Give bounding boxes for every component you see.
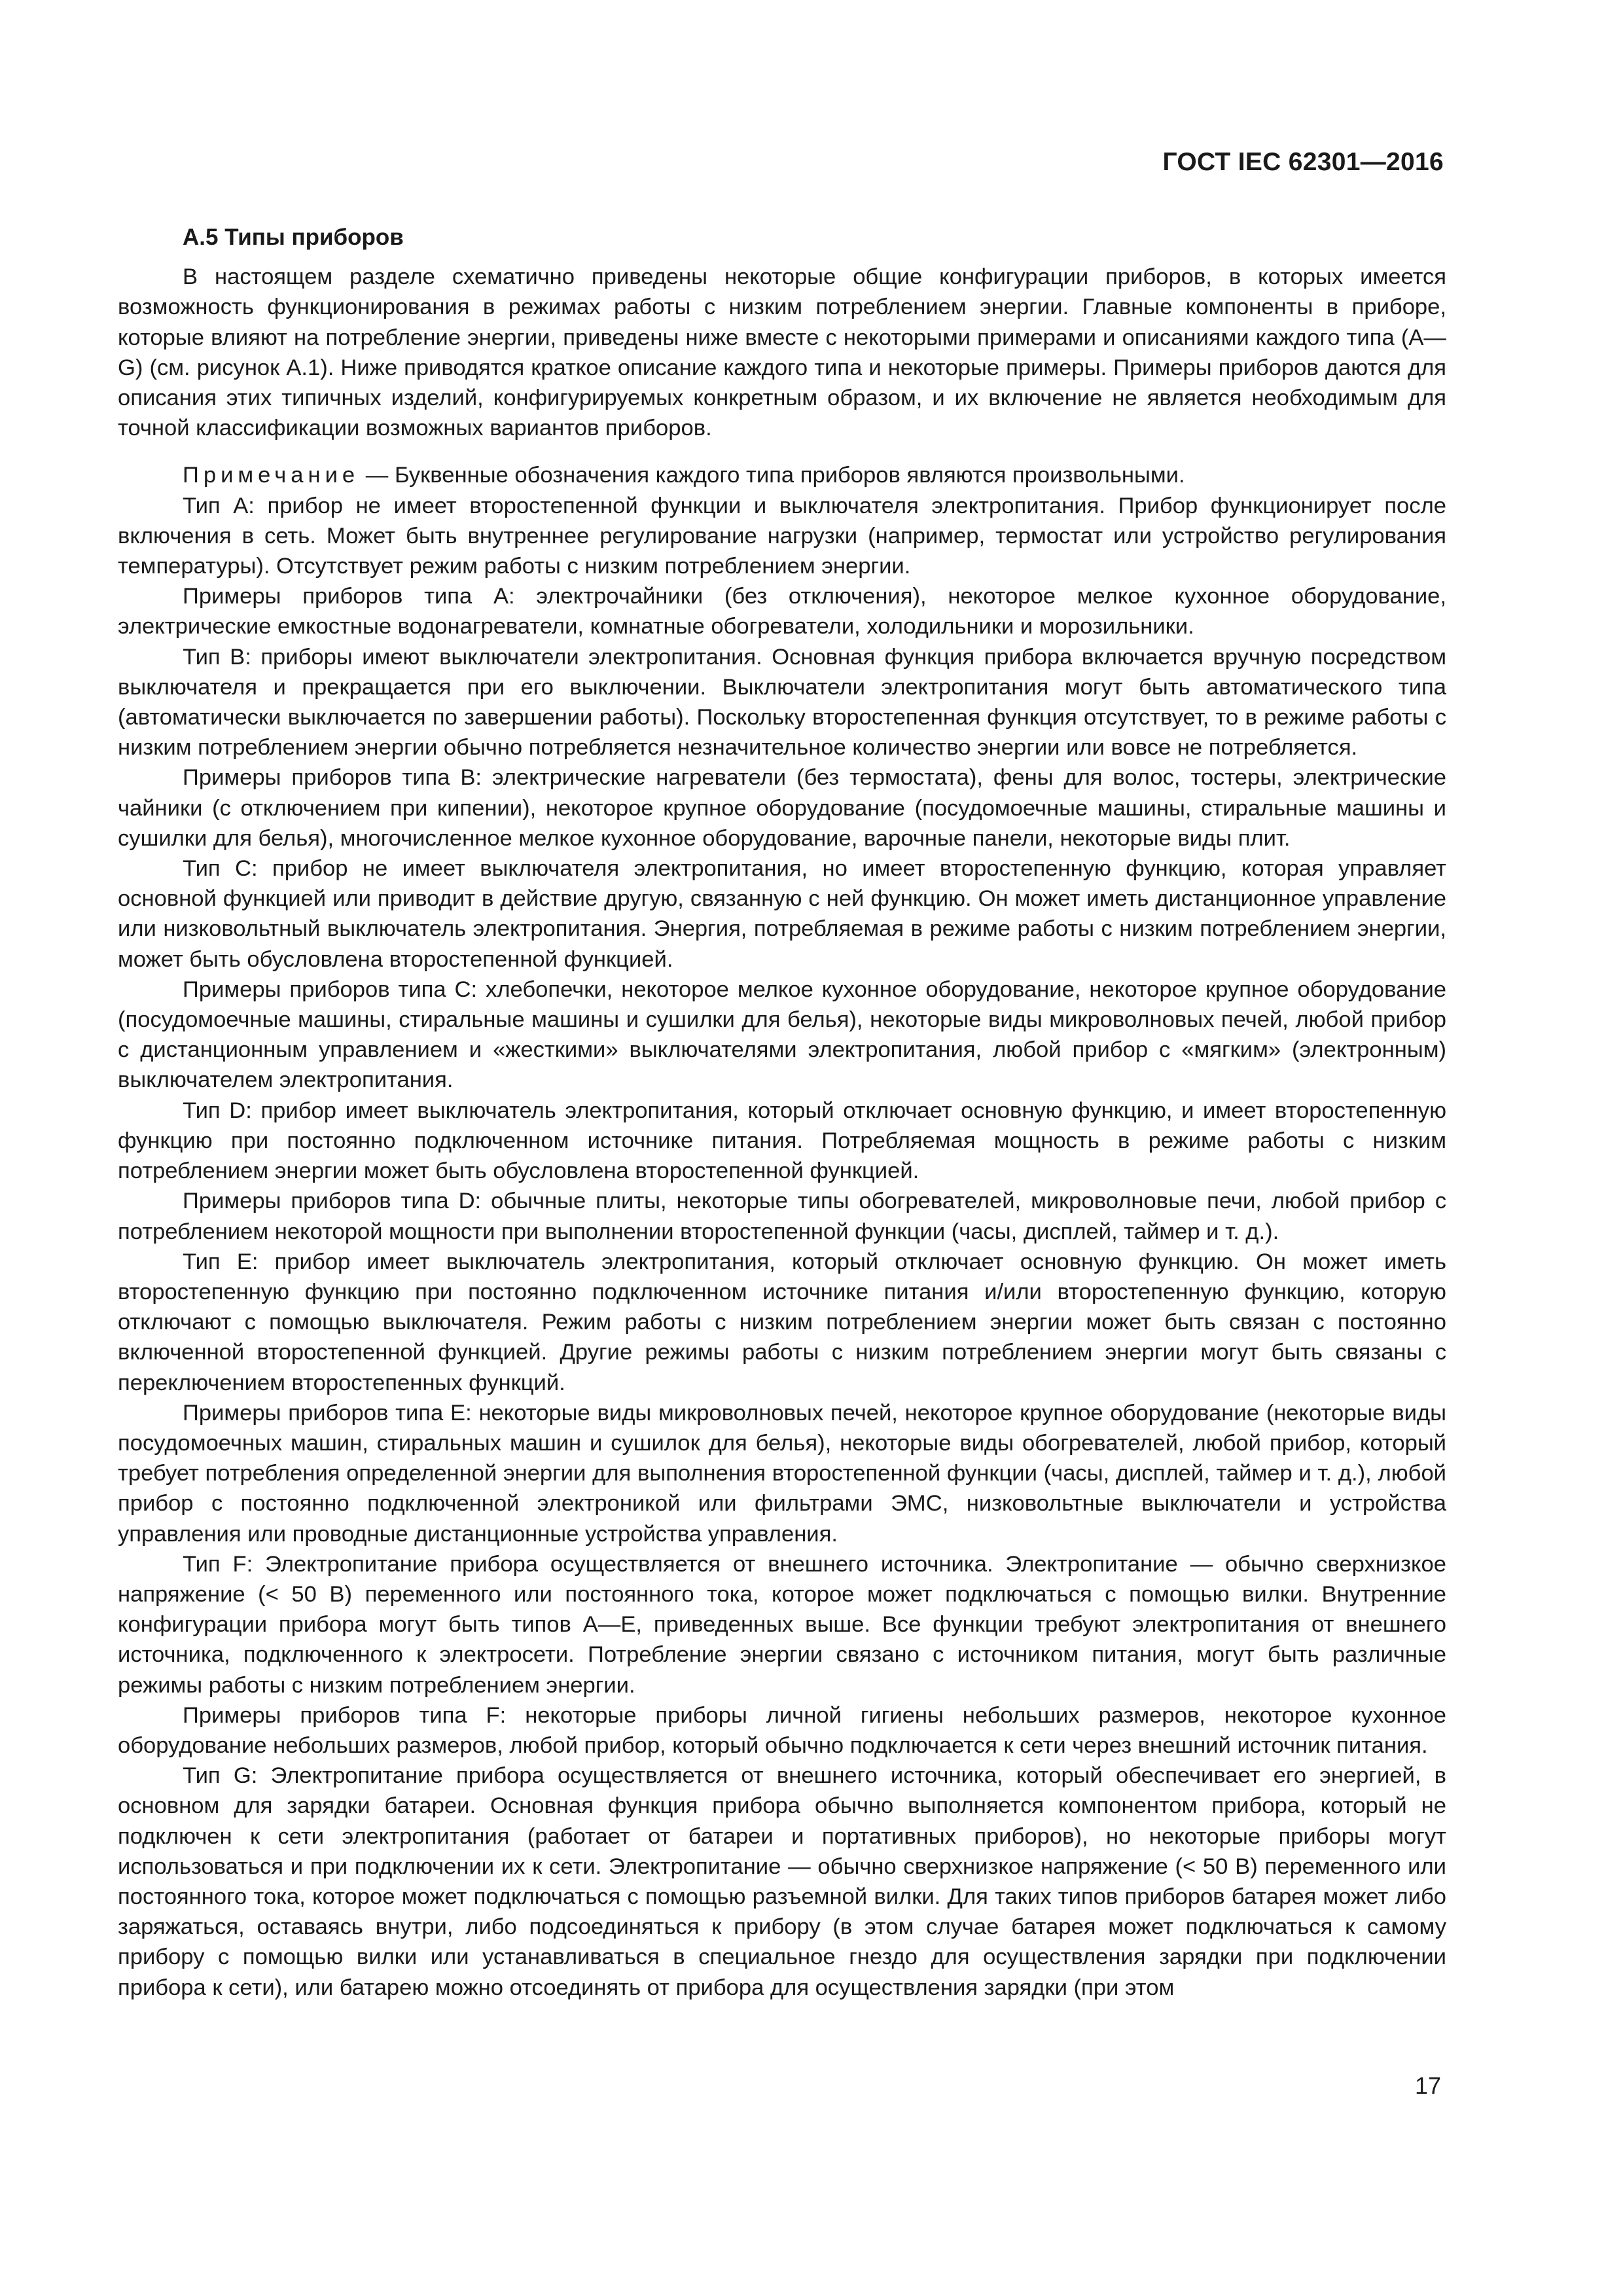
note-text: — Буквенные обозначения каждого типа приборов являются произвольными.	[359, 463, 1185, 488]
paragraph-type-g: Тип G: Электропитание прибора осуществляется от внешнего источника, который обеспечивает его энергией, в основном для зарядки батареи. Основная функция прибора обычно выполняется компонентом прибора, который не подключен к сети электропитания (работает от батареи и портативных приборов), но некоторые приборы могут использоваться и при подключении их к сети. Электропитание — обычно сверхнизкое напряжение (< 50 В) переменного или постоянного тока, которое может подключаться с помощью разъемной вилки. Для таких типов приборов батарея может либо заряжаться, оставаясь внутри, либо подсоединяться к прибору (в этом случае батарея может подключаться к самому прибору с помощью вилки или устанавливаться в специальное гнездо для осуществления зарядки при подключении прибора к сети), или батарею можно отсоединять от прибора для осуществления зарядки (при этом	[118, 1763, 1446, 2000]
standard-header: ГОСТ IEC 62301—2016	[1162, 148, 1444, 176]
paragraph-type-d: Тип D: прибор имеет выключатель электропитания, который отключает основную функцию, и имеет второстепенную функцию при постоянно подключенном источнике питания. Потребляемая мощность в режиме работы с низким потреблением энергии может быть обусловлена второстепенной функцией.	[118, 1098, 1446, 1184]
paragraph-type-c: Тип С: прибор не имеет выключателя электропитания, но имеет второстепенную функцию, которая управляет основной функцией или приводит в действие другую, связанную с ней функцию. Он может иметь дистанционное управление или низковольтный выключатель электропитания. Энергия, потребляемая в режиме работы с низким потреблением энергии, может быть обусловлена второстепенной функцией.	[118, 856, 1446, 972]
paragraph-type-e: Тип Е: прибор имеет выключатель электропитания, который отключает основную функцию. Он может иметь второстепенную функцию при постоянно подключенном источнике питания и/или второстепенную функцию, которую отключают с помощью выключателя. Режим работы с низким потреблением энергии может быть связан с постоянно включенной второстепенной функцией. Другие режимы работы с низким потреблением энергии могут быть связаны с переключением второстепенных функций.	[118, 1249, 1446, 1395]
paragraph-type-c-examples: Примеры приборов типа С: хлебопечки, некоторое мелкое кухонное оборудование, некоторое крупное оборудование (посудомоечные машины, стиральные машины и сушилки для белья), некоторые виды микроволновых печей, любой прибор с дистанционным управлением и «жесткими» выключателями электропитания, любой прибор с «мягким» (электронным) выключателем электропитания.	[118, 977, 1446, 1093]
note-paragraph	[118, 460, 1446, 490]
section-title: А.5 Типы приборов	[183, 224, 404, 250]
note-label: Примечание	[183, 463, 360, 488]
paragraph-type-a-examples: Примеры приборов типа А: электрочайники (без отключения), некоторое мелкое кухонное оборудование, электрические емкостные водонагреватели, комнатные обогреватели, холодильники и морозильники.	[118, 584, 1446, 639]
paragraph-type-d-examples: Примеры приборов типа D: обычные плиты, некоторые типы обогревателей, микроволновые печи, любой прибор с потреблением некоторой мощности при выполнении второстепенной функции (часы, дисплей, таймер и т. д.).	[118, 1189, 1446, 1244]
page-number: 17	[1414, 2072, 1441, 2099]
intro-paragraph: В настоящем разделе схематично приведены некоторые общие конфигурации приборов, в которых имеется возможность функционирования в режимах работы с низким потреблением энергии. Главные компоненты в приборе, которые влияют на потребление энергии, приведены ниже вместе с некоторыми примерами и описаниями каждого типа (А—G) (см. рисунок А.1). Ниже приводятся краткое описание каждого типа и некоторые примеры. Примеры приборов даются для описания этих типичных изделий, конфигурируемых конкретным образом, и их включение не является необходимым для точной классификации возможных вариантов приборов.	[118, 264, 1446, 441]
paragraph-type-a: Тип А: прибор не имеет второстепенной функции и выключателя электропитания. Прибор функционирует после включения в сеть. Может быть внутреннее регулирование нагрузки (например, термостат или устройство регулирования температуры). Отсутствует режим работы с низким потреблением энергии.	[118, 493, 1446, 579]
paragraph-type-b: Тип В: приборы имеют выключатели электропитания. Основная функция прибора включается вручную посредством выключателя и прекращается при его выключении. Выключатели электропитания могут быть автоматического типа (автоматически выключается по завершении работы). Поскольку второстепенная функция отсутствует, то в режиме работы с низким потреблением энергии обычно потребляется незначительное количество энергии или вовсе не потребляется.	[118, 644, 1446, 761]
paragraph-type-f: Тип F: Электропитание прибора осуществляется от внешнего источника. Электропитание — обычно сверхнизкое напряжение (< 50 В) переменного или постоянного тока, которое может подключаться с помощью вилки. Внутренние конфигурации прибора могут быть типов А—Е, приведенных выше. Все функции требуют электропитания от внешнего источника, подключенного к электросети. Потребление энергии связано с источником питания, могут быть различные режимы работы с низким потреблением энергии.	[118, 1551, 1446, 1698]
paragraph-type-b-examples: Примеры приборов типа В: электрические нагреватели (без термостата), фены для волос, тостеры, электрические чайники (с отключением при кипении), некоторое крупное оборудование (посудомоечные машины, стиральные машины и сушилки для белья), многочисленное мелкое кухонное оборудование, варочные панели, некоторые виды плит.	[118, 765, 1446, 851]
paragraph-type-e-examples: Примеры приборов типа Е: некоторые виды микроволновых печей, некоторое крупное оборудование (некоторые виды посудомоечных машин, стиральных машин и сушилок для белья), некоторые виды обогревателей, любой прибор, который требует потребления определенной энергии для выполнения второстепенной функции (часы, дисплей, таймер и т. д.), любой прибор с постоянно подключенной электроникой или фильтрами ЭМС, низковольтные выключатели и устройства управления или проводные дистанционные устройства управления.	[118, 1400, 1446, 1547]
page-body	[118, 223, 1446, 2003]
paragraph-type-f-examples: Примеры приборов типа F: некоторые приборы личной гигиены небольших размеров, некоторое кухонное оборудование небольших размеров, любой прибор, который обычно подключается к сети через внешний источник питания.	[118, 1702, 1446, 1758]
